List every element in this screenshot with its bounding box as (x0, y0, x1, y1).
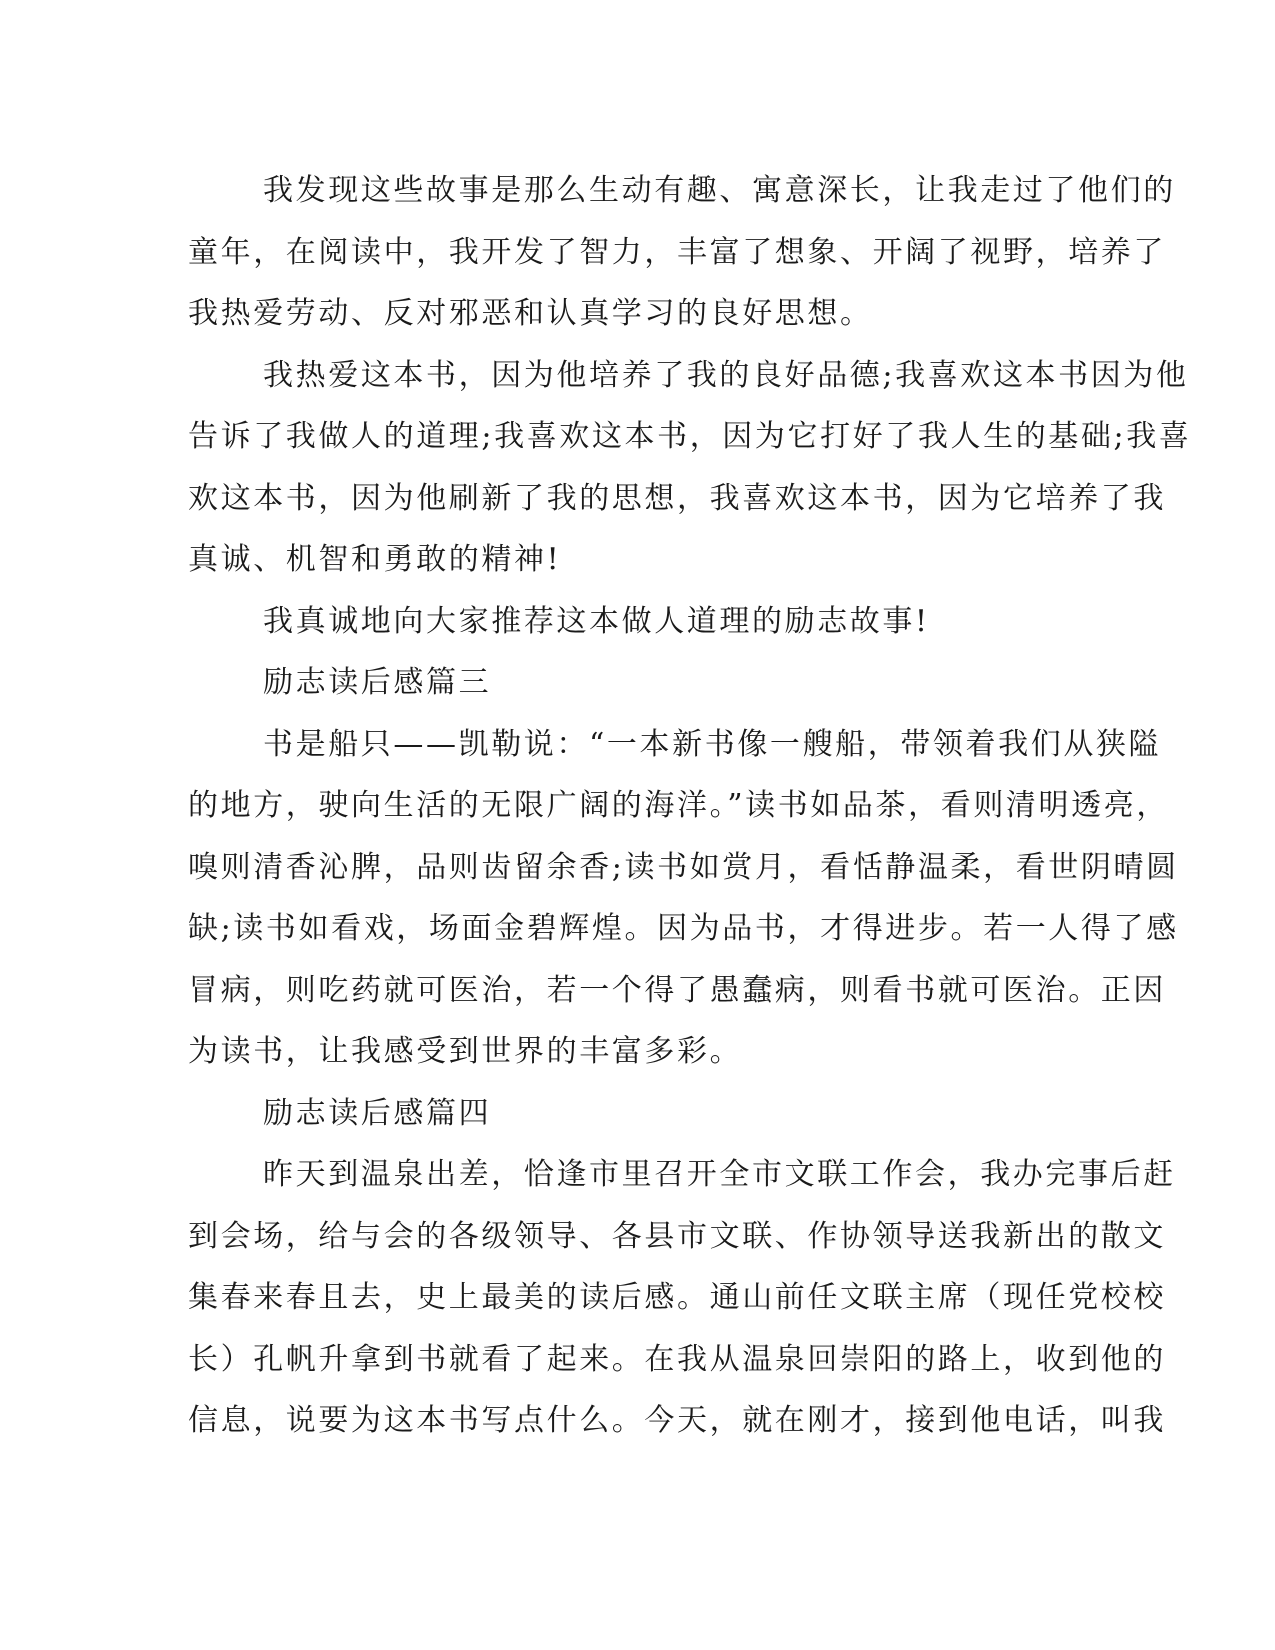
text-line: 我真诚地向大家推荐这本做人道理的励志故事! (263, 603, 930, 639)
text-line: 欢这本书，因为他刷新了我的思想，我喜欢这本书，因为它培养了我 (188, 480, 1166, 516)
text-line: 我发现这些故事是那么生动有趣、寓意深长，让我走过了他们的 (263, 173, 1176, 208)
text-line: 缺;读书如看戏，场面金碧辉煌。因为品书，才得进步。若一人得了感 (188, 911, 1179, 946)
text-line: 信息，说要为这本书写点什么。今天，就在刚才，接到他电话，叫我 (188, 1403, 1166, 1438)
text-line: 童年，在阅读中，我开发了智力，丰富了想象、开阔了视野，培养了 (188, 234, 1166, 270)
text-line: 冒病，则吃药就可医治，若一个得了愚蠢病，则看书就可医治。正因 (188, 972, 1166, 1008)
text-line: 真诚、机智和勇敢的精神! (188, 542, 562, 577)
text-line: 昨天到温泉出差，恰逢市里召开全市文联工作会，我办完事后赶 (263, 1157, 1176, 1192)
text-line: 到会场，给与会的各级领导、各县市文联、作协领导送我新出的散文 (188, 1218, 1166, 1254)
text-line: 告诉了我做人的道理;我喜欢这本书，因为它打好了我人生的基础;我喜 (188, 419, 1192, 454)
text-line: 书是船只——凯勒说：“一本新书像一艘船，带领着我们从狭隘 (263, 726, 1162, 762)
text-line: 我热爱这本书，因为他培养了我的良好品德;我喜欢这本书因为他 (263, 357, 1189, 393)
section-heading: 励志读后感篇四 (263, 1095, 492, 1131)
text-line: 为读书，让我感受到世界的丰富多彩。 (188, 1034, 743, 1069)
body-text (188, 160, 1192, 1452)
text-line: 嗅则清香沁脾，品则齿留余香;读书如赏月，看恬静温柔，看世阴晴圆 (188, 849, 1179, 885)
section-heading: 励志读后感篇三 (263, 665, 492, 700)
text-line: 的地方，驶向生活的无限广阔的海洋。”读书如品茶，看则清明透亮， (188, 788, 1169, 823)
text-line: 集春来春且去，史上最美的读后感。通山前任文联主席（现任党校校 (188, 1280, 1166, 1315)
text-line: 我热爱劳动、反对邪恶和认真学习的良好思想。 (188, 296, 873, 331)
text-line: 长）孔帆升拿到书就看了起来。在我从温泉回崇阳的路上，收到他的 (188, 1341, 1166, 1377)
